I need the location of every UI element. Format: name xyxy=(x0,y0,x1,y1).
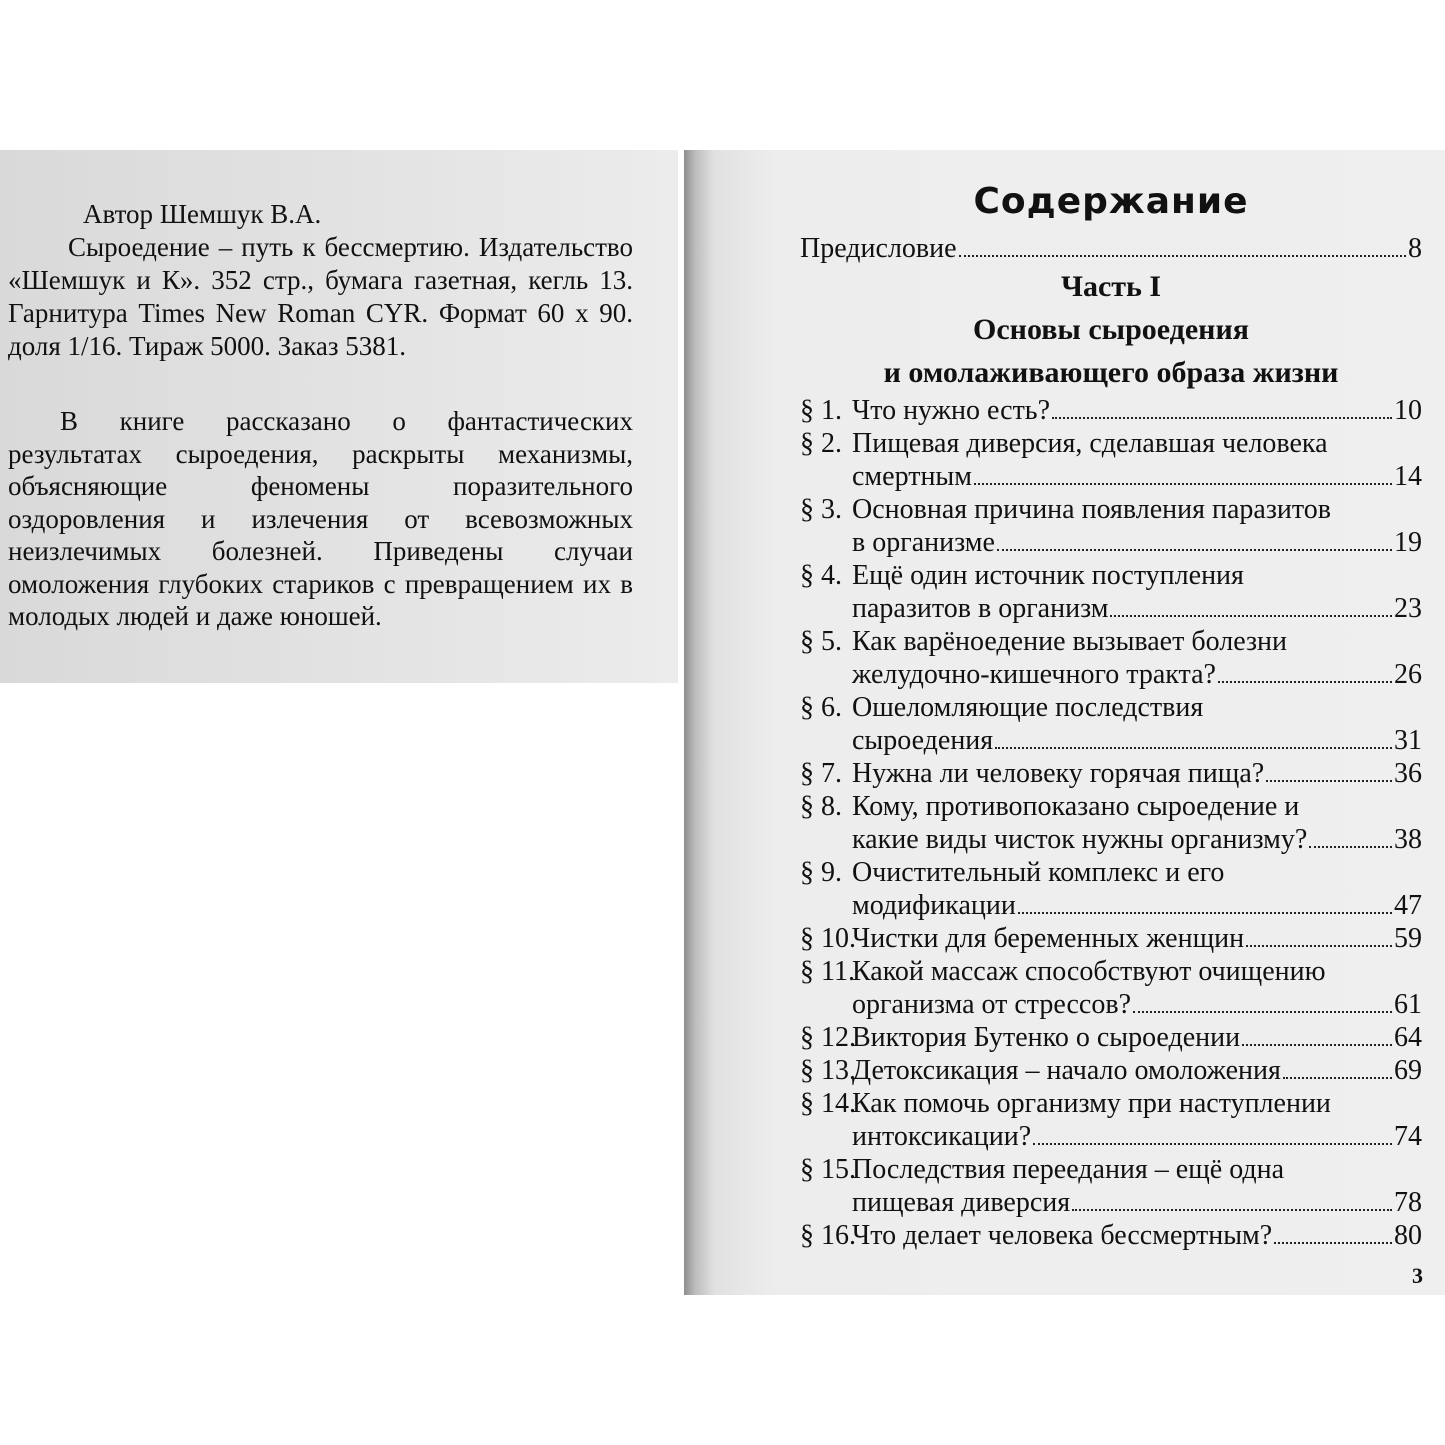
toc-entry-page: 14 xyxy=(1394,461,1422,492)
part-title-line2: и омолаживающего образа жизни xyxy=(883,356,1339,389)
toc-entry-continuation[interactable] xyxy=(800,658,1422,691)
dot-leader xyxy=(1033,1143,1392,1145)
part-label: Часть I xyxy=(1060,270,1162,303)
toc-entry-page: 26 xyxy=(1394,659,1422,690)
toc-entry-page: 10 xyxy=(1394,395,1422,426)
toc-entry-number: § 8. xyxy=(800,791,842,822)
toc-entry-text: Что делает человека бессмертным? xyxy=(852,1220,1273,1251)
toc-entry-text: сыроедения xyxy=(852,725,994,756)
toc-entry-page: 38 xyxy=(1394,824,1422,855)
toc-entry-continuation[interactable] xyxy=(800,889,1422,922)
dot-leader xyxy=(959,255,1406,257)
toc-entry[interactable] xyxy=(800,427,1422,460)
toc-entry-page: 64 xyxy=(1394,1022,1422,1053)
toc-entry-number: § 4. xyxy=(800,560,842,591)
toc-entry-continuation[interactable] xyxy=(800,724,1422,757)
toc-entry-continuation[interactable] xyxy=(800,460,1422,493)
toc-entry-number: § 14. xyxy=(800,1088,856,1119)
toc-entry[interactable] xyxy=(800,1054,1422,1087)
toc-entry-page: 8 xyxy=(1408,233,1422,264)
toc-entry[interactable] xyxy=(800,1021,1422,1054)
dot-leader xyxy=(1242,1044,1392,1046)
toc-entry[interactable] xyxy=(800,691,1422,724)
toc-entry[interactable] xyxy=(800,1219,1422,1252)
part-title-line1: Основы сыроедения xyxy=(973,313,1249,346)
toc-entry-text: Как помочь организму при наступлении xyxy=(852,1088,1331,1119)
toc-entry-text: Основная причина появления паразитов xyxy=(852,494,1331,525)
toc-entry[interactable] xyxy=(800,394,1422,427)
toc-entry-page: 69 xyxy=(1394,1055,1422,1086)
imprint-block xyxy=(8,198,633,633)
toc-entry-page: 74 xyxy=(1394,1121,1422,1152)
toc-entry[interactable] xyxy=(800,757,1422,790)
toc-entry-text: Детоксикация – начало омоложения xyxy=(852,1055,1281,1086)
toc-entry-continuation[interactable] xyxy=(800,988,1422,1021)
toc-entry-number: § 7. xyxy=(800,758,842,789)
dot-leader xyxy=(1218,681,1392,683)
toc-entry[interactable] xyxy=(800,1153,1422,1186)
toc-entry-text: Виктория Бутенко о сыроедении xyxy=(852,1022,1241,1053)
toc-entry-number: § 2. xyxy=(800,428,842,459)
dot-leader xyxy=(974,483,1392,485)
page-number: 3 xyxy=(1412,1263,1423,1288)
dot-leader xyxy=(1133,1011,1392,1013)
dot-leader xyxy=(1283,1077,1392,1079)
toc-entry-page: 78 xyxy=(1394,1187,1422,1218)
toc-entry-number: § 1. xyxy=(800,395,842,426)
toc-entry-text: пищевая диверсия xyxy=(852,1187,1071,1218)
toc-entry-number: § 5. xyxy=(800,626,842,657)
toc-entry-number: § 13. xyxy=(800,1055,856,1086)
toc-entry-text: Ещё один источник поступления xyxy=(852,560,1244,591)
toc-entry[interactable] xyxy=(800,559,1422,592)
toc-entry-continuation[interactable] xyxy=(800,1186,1422,1219)
toc-entries xyxy=(800,394,1422,1252)
toc-entry-text: организма от стрессов? xyxy=(852,989,1132,1020)
toc-entry-text: Нужна ли человеку горячая пища? xyxy=(852,758,1265,789)
toc-entry-text: какие виды чисток нужны организму? xyxy=(852,824,1308,855)
toc-entry-number: § 16. xyxy=(800,1220,856,1251)
toc-entry-page: 80 xyxy=(1394,1220,1422,1251)
author-line: Автор Шемшук В.А. xyxy=(83,199,322,229)
toc-entry-text: Ошеломляющие последствия xyxy=(852,692,1204,723)
dot-leader xyxy=(1072,1209,1392,1211)
toc-entry-text: Как варёноедение вызывает болезни xyxy=(852,626,1287,657)
toc-entry-continuation[interactable] xyxy=(800,592,1422,625)
toc-entry-text: паразитов в организм xyxy=(852,593,1109,624)
right-page xyxy=(684,150,1445,1295)
toc-entry[interactable] xyxy=(800,856,1422,889)
toc-entry-text: Пищевая диверсия, сделавшая человека xyxy=(852,428,1328,459)
toc-entry-page: 61 xyxy=(1394,989,1422,1020)
toc-entry-text: модификации xyxy=(852,890,1016,921)
toc-entry-number: § 6. xyxy=(800,692,842,723)
toc-entry-continuation[interactable] xyxy=(800,1120,1422,1153)
toc-entry-preface[interactable] xyxy=(800,232,1422,265)
toc-entry-page: 47 xyxy=(1394,890,1422,921)
dot-leader xyxy=(1246,945,1392,947)
toc-entry-text: желудочно-кишечного тракта? xyxy=(852,659,1216,690)
table-of-contents xyxy=(800,180,1422,1252)
toc-entry-text: в организме xyxy=(852,527,995,558)
dot-leader xyxy=(1110,615,1392,617)
dot-leader xyxy=(1052,417,1392,419)
toc-entry[interactable] xyxy=(800,790,1422,823)
toc-entry-page: 31 xyxy=(1394,725,1422,756)
toc-entry-page: 19 xyxy=(1394,527,1422,558)
dot-leader xyxy=(1266,780,1392,782)
toc-entry-text: Что нужно есть? xyxy=(852,395,1050,426)
toc-entry[interactable] xyxy=(800,955,1422,988)
toc-entry-text: Какой массаж способствуют очищению xyxy=(852,956,1326,987)
toc-entry-page: 59 xyxy=(1394,923,1422,954)
toc-entry[interactable] xyxy=(800,922,1422,955)
toc-entry-number: § 10. xyxy=(800,923,856,954)
toc-entry-text: интоксикации? xyxy=(852,1121,1032,1152)
toc-entry-number: § 15. xyxy=(800,1154,856,1185)
toc-entry-text: Чистки для беременных женщин xyxy=(852,923,1245,954)
toc-entry-text: Очистительный комплекс и его xyxy=(852,857,1225,888)
toc-entry-page: 23 xyxy=(1394,593,1422,624)
dot-leader xyxy=(997,549,1392,551)
toc-entry-number: § 3. xyxy=(800,494,842,525)
imprint-text: Сыроедение – путь к бессмертию. Издательство «Шемшук и К». 352 стр., бумага газетная, кегль 13. Гарнитура Times New Roman CYR. Формат 60 x 90. доля 1/16. Тираж 5000. Заказ 5381. xyxy=(8,232,633,361)
toc-entry-number: § 9. xyxy=(800,857,842,888)
toc-entry-text: Предисловие xyxy=(800,233,957,264)
toc-entry-page: 36 xyxy=(1394,758,1422,789)
dot-leader xyxy=(1274,1242,1392,1244)
toc-entry-text: смертным xyxy=(852,461,972,492)
toc-entry-text: Последствия переедания – ещё одна xyxy=(852,1154,1285,1185)
dot-leader xyxy=(995,747,1392,749)
toc-entry[interactable] xyxy=(800,1087,1422,1120)
toc-entry[interactable] xyxy=(800,625,1422,658)
toc-title: Содержание xyxy=(973,181,1249,222)
toc-entry-number: § 11. xyxy=(800,956,855,987)
dot-leader xyxy=(1309,846,1392,848)
dot-leader xyxy=(1018,912,1392,914)
toc-entry-continuation[interactable] xyxy=(800,526,1422,559)
toc-entry-text: Кому, противопоказано сыроедение и xyxy=(852,791,1300,822)
toc-entry-continuation[interactable] xyxy=(800,823,1422,856)
book-summary: В книге рассказано о фантастических результатах сыроедения, раскрыты механизмы, объясняющие феномены поразительного оздоровления и излечения от всевозможных неизлечимых болезней. Приведены случаи омоложения глубоких стариков с превращением их в молодых людей и даже юношей. xyxy=(8,406,633,631)
toc-entry[interactable] xyxy=(800,493,1422,526)
left-page xyxy=(0,150,678,683)
toc-entry-number: § 12. xyxy=(800,1022,856,1053)
